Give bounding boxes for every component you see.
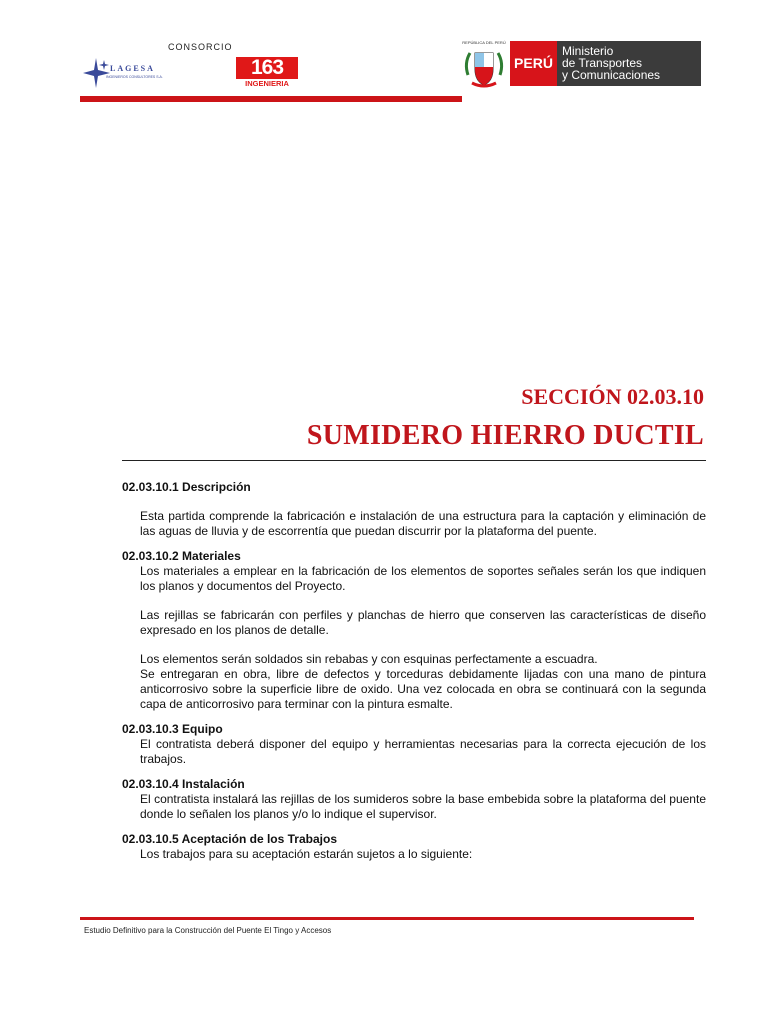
- ingenieria-163-logo: [236, 57, 298, 89]
- lagesa-subtitle: INGENIEROS CONSULTORES S.A.: [106, 75, 163, 79]
- paragraph-equipo: El contratista deberá disponer del equipo y herramientas necesarias para la correcta ejecución de los trabajos.: [140, 737, 706, 766]
- paragraph-materiales-1: Los materiales a emplear en la fabricación de los elementos de soportes señales serán los que indiquen los planos y documentos del Proyecto.: [140, 564, 706, 593]
- footer-red-bar: [80, 917, 694, 920]
- paragraph-materiales-3: Los elementos serán soldados sin rebabas y con esquinas perfectamente a escuadra.: [140, 652, 598, 666]
- star-icon: [82, 56, 112, 90]
- crest-caption: REPÚBLICA DEL PERÚ: [462, 40, 506, 45]
- coat-of-arms-icon: [462, 45, 506, 89]
- paragraph-materiales-4: Se entregaran en obra, libre de defectos y torceduras debidamente lijadas con una mano de pintura anticorrosivo sobre la superficie libre de oxido. Una vez colocada en obra se continuará con la segunda capa de anticorrosivo para terminar con la pintura esmalte.: [140, 667, 706, 711]
- section-number: SECCIÓN 02.03.10: [521, 384, 704, 409]
- paragraph-materiales-2: Las rejillas se fabricarán con perfiles y planchas de hierro que conserven las características de diseño expresado en los planos de detalle.: [140, 608, 706, 637]
- footer-text: Estudio Definitivo para la Construcción del Puente El Tingo y Accesos: [84, 926, 332, 935]
- ministry-line-3: y Comunicaciones: [562, 68, 661, 82]
- mtc-logo: [510, 41, 701, 86]
- peru-label: PERÚ: [510, 41, 557, 86]
- lagesa-name: LAGESA: [110, 64, 155, 73]
- peru-crest-logo: [462, 40, 506, 88]
- subsection-heading-equipo: 02.03.10.3 Equipo: [122, 722, 223, 736]
- ministry-line-1: Ministerio: [562, 44, 614, 58]
- logo-163-number: 163: [236, 57, 298, 79]
- section-title: SUMIDERO HIERRO DUCTIL: [306, 420, 704, 451]
- paragraph-descripcion: Esta partida comprende la fabricación e instalación de una estructura para la captación y eliminación de las aguas de lluvia y de escorrentía que puedan discurrir por la plataforma del puente.: [140, 509, 706, 538]
- subsection-heading-descripcion: 02.03.10.1 Descripción: [122, 480, 251, 494]
- ministry-line-2: de Transportes: [562, 56, 643, 70]
- title-divider: [122, 460, 706, 461]
- paragraph-aceptacion: Los trabajos para su aceptación estarán sujetos a lo siguiente:: [140, 847, 473, 861]
- subsection-heading-materiales: 02.03.10.2 Materiales: [122, 549, 241, 563]
- ministry-name: [562, 45, 660, 81]
- logo-163-text: INGENIERIA: [245, 79, 289, 88]
- consorcio-label: CONSORCIO: [168, 42, 233, 52]
- document-body: [122, 480, 706, 862]
- paragraph-instalacion: El contratista instalará las rejillas de los sumideros sobre la base embebida sobre la plataforma del puente donde lo señalen los planos y/o lo indique el supervisor.: [140, 792, 706, 821]
- subsection-heading-instalacion: 02.03.10.4 Instalación: [122, 777, 245, 791]
- lagesa-logo: [82, 56, 172, 90]
- header-red-bar: [80, 96, 462, 102]
- subsection-heading-aceptacion: 02.03.10.5 Aceptación de los Trabajos: [122, 832, 337, 846]
